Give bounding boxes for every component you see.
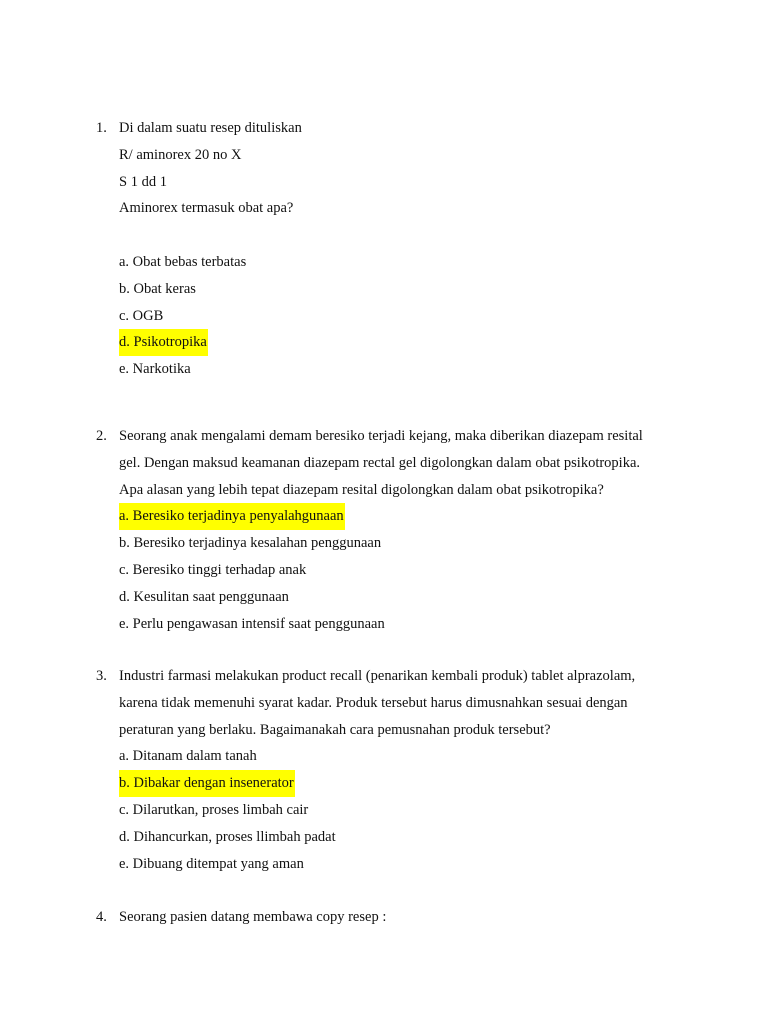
answer-option [119, 303, 679, 330]
answer-option-text: e. Narkotika [119, 361, 191, 378]
question-body [119, 423, 679, 637]
answer-option-text: e. Perlu pengawasan intensif saat penggunaan [119, 615, 385, 632]
question-stem-line: Seorang pasien datang membawa copy resep : [119, 909, 387, 925]
answer-option-text: e. Dibuang ditempat yang aman [119, 855, 304, 872]
question-number: 2. [96, 428, 107, 444]
highlighted-answer-option: b. Dibakar dengan insenerator [119, 770, 295, 797]
question-stem-line: S 1 dd 1 [119, 173, 167, 190]
answer-option [119, 743, 679, 770]
question-number: 4. [96, 909, 107, 925]
question-body [119, 663, 679, 877]
answer-option [119, 851, 679, 878]
question-stem-line: Industri farmasi melakukan product recall (penarikan kembali produk) tablet alprazolam, [119, 668, 636, 684]
answer-option [119, 276, 679, 303]
answer-option [119, 824, 679, 851]
spacer [119, 222, 679, 249]
answer-option-text: c. Dilarutkan, proses limbah cair [119, 801, 309, 818]
answer-option [119, 249, 679, 276]
question-stem-line: R/ aminorex 20 no X [119, 146, 242, 163]
question-stem-line: karena tidak memenuhi syarat kadar. Produk tersebut harus dimusnahkan sesuai dengan [119, 694, 628, 711]
question-stem-line: Apa alasan yang lebih tepat diazepam resital digolongkan dalam obat psikotropika? [119, 481, 604, 498]
question-number: 1. [96, 120, 107, 136]
answer-option [119, 557, 679, 584]
question-stem-line: gel. Dengan maksud keamanan diazepam rectal gel digolongkan dalam obat psikotropika. [119, 454, 641, 471]
answer-option [119, 611, 679, 638]
answer-option [119, 770, 679, 797]
answer-option-text: c. Beresiko tinggi terhadap anak [119, 561, 307, 578]
answer-option-text: a. Ditanam dalam tanah [119, 748, 257, 765]
question-stem-line: Aminorex termasuk obat apa? [119, 200, 294, 217]
answer-option [119, 329, 679, 356]
answer-option-text: d. Kesulitan saat penggunaan [119, 588, 289, 605]
answer-option-text: a. Obat bebas terbatas [119, 253, 247, 270]
question-body [119, 115, 679, 383]
highlighted-answer-option: a. Beresiko terjadinya penyalahgunaan [119, 503, 345, 530]
question-stem-line: peraturan yang berlaku. Bagaimanakah cara pemusnahan produk tersebut? [119, 721, 551, 738]
answer-option [119, 503, 679, 530]
answer-option [119, 797, 679, 824]
answer-option-text: b. Beresiko terjadinya kesalahan penggunaan [119, 535, 382, 552]
answer-option [119, 356, 679, 383]
answer-option-text: c. OGB [119, 307, 164, 324]
highlighted-answer-option: d. Psikotropika [119, 329, 208, 356]
answer-option [119, 584, 679, 611]
question-number: 3. [96, 668, 107, 684]
answer-option [119, 530, 679, 557]
question-stem-line: Seorang anak mengalami demam beresiko terjadi kejang, maka diberikan diazepam resital [119, 428, 643, 444]
answer-option-text: d. Dihancurkan, proses llimbah padat [119, 828, 336, 845]
question-stem-line: Di dalam suatu resep dituliskan [119, 120, 302, 136]
answer-option-text: b. Obat keras [119, 280, 196, 297]
question-body [119, 904, 679, 931]
